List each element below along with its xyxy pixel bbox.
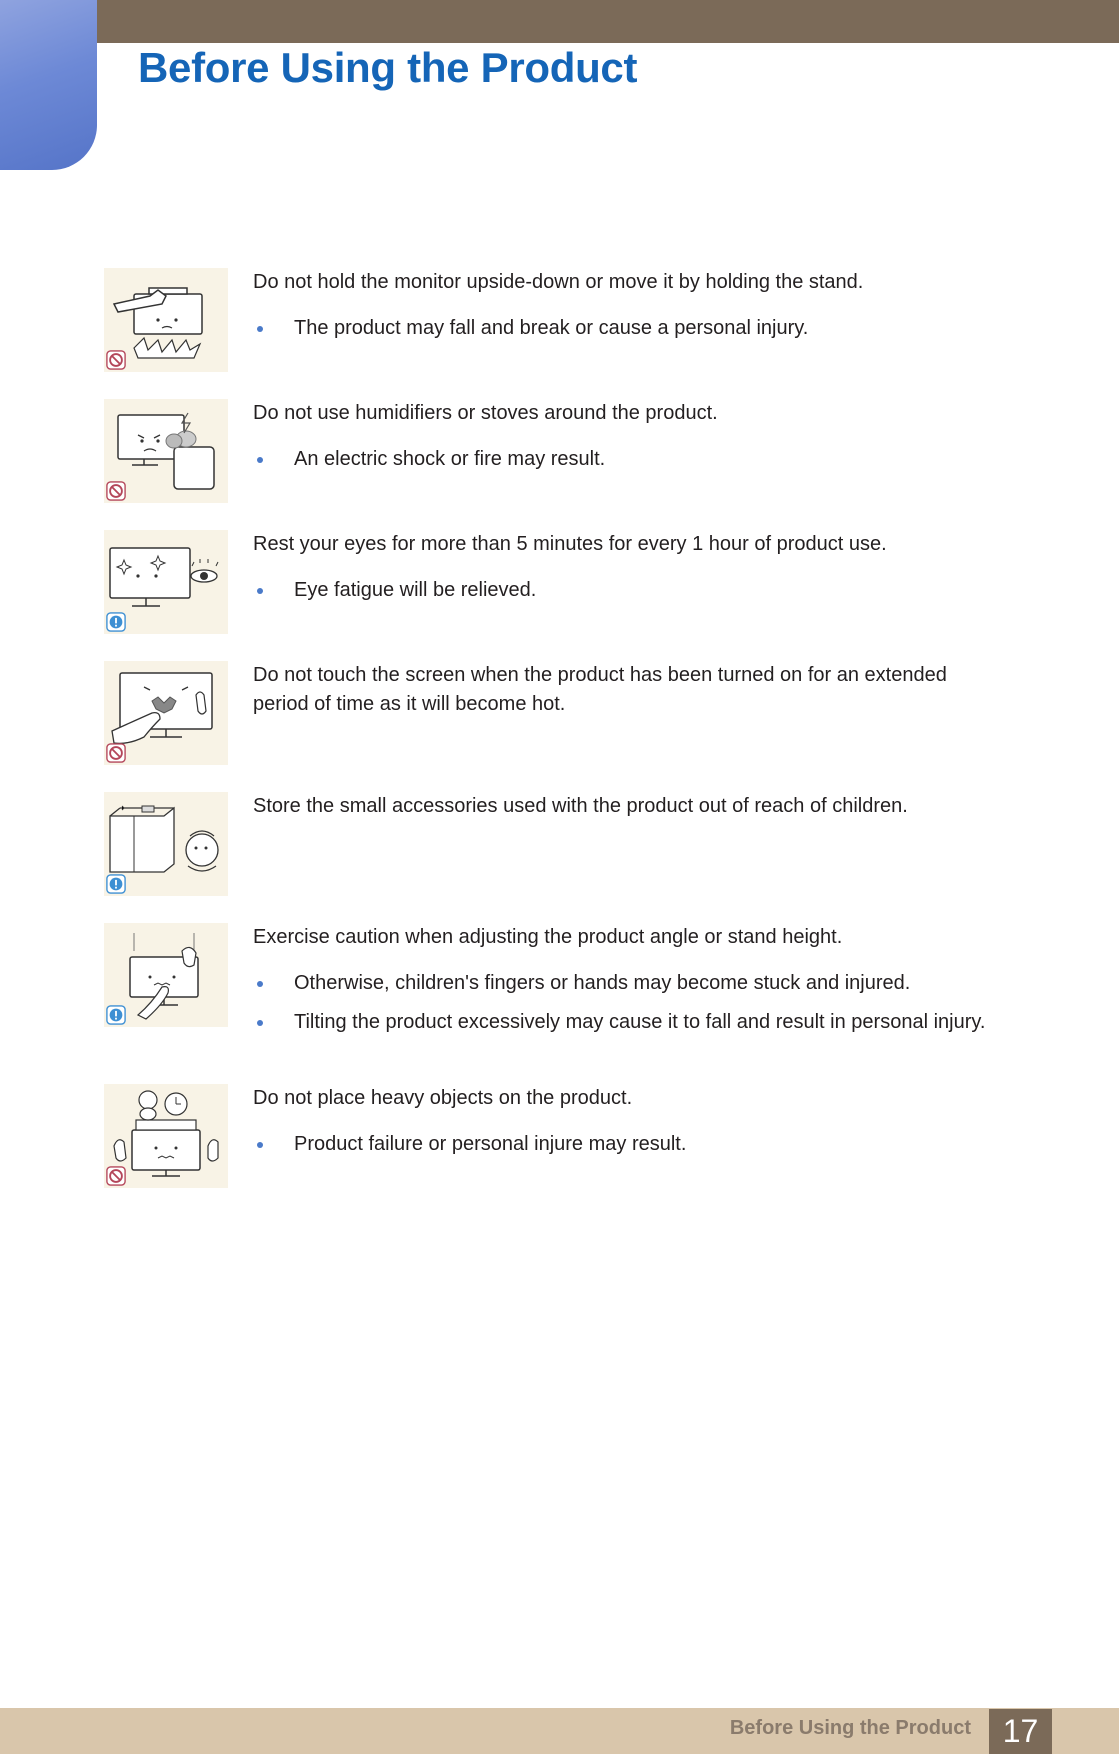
caution-icon — [106, 1005, 126, 1025]
item-headline: Do not place heavy objects on the product. — [253, 1087, 633, 1109]
bullet-list — [253, 575, 993, 606]
item-headline: Rest your eyes for more than 5 minutes for every 1 hour of product use. — [253, 533, 887, 555]
bullet-item: Tilting the product excessively may cause it to fall and result in personal injury. — [253, 1007, 993, 1038]
bullet-item: Otherwise, children's fingers or hands may become stuck and injured. — [253, 968, 993, 999]
bullet-list — [253, 968, 993, 1038]
bullet-list — [253, 313, 993, 344]
prohibited-icon — [106, 743, 126, 763]
bullet-list — [253, 1129, 993, 1160]
bullet-list — [253, 444, 993, 475]
illustration-small-accessories — [104, 792, 228, 896]
illustration-monitor-upside-down — [104, 268, 228, 372]
bullet-dot — [257, 457, 263, 463]
footer-section-title: Before Using the Product — [729, 1717, 971, 1739]
page-title: Before Using the Product — [138, 44, 638, 91]
caution-icon — [106, 874, 126, 894]
illustration-hot-screen — [104, 661, 228, 765]
bullet-item: An electric shock or fire may result. — [253, 444, 993, 475]
page-number: 17 — [989, 1709, 1052, 1754]
bullet-dot — [257, 588, 263, 594]
corner-tab — [0, 0, 97, 170]
prohibited-icon — [106, 481, 126, 501]
item-headline: Store the small accessories used with the product out of reach of children. — [253, 795, 908, 817]
prohibited-icon — [106, 1166, 126, 1186]
prohibited-icon — [106, 350, 126, 370]
bullet-dot — [257, 1020, 263, 1026]
header-bar — [97, 0, 1119, 43]
illustration-humidifier — [104, 399, 228, 503]
item-headline: Do not use humidifiers or stoves around the product. — [253, 402, 718, 424]
item-headline: Exercise caution when adjusting the product angle or stand height. — [253, 926, 843, 948]
bullet-dot — [257, 326, 263, 332]
bullet-dot — [257, 1142, 263, 1148]
bullet-item: Eye fatigue will be relieved. — [253, 575, 993, 606]
bullet-item: The product may fall and break or cause a personal injury. — [253, 313, 993, 344]
bullet-item: Product failure or personal injure may result. — [253, 1129, 993, 1160]
illustration-adjust-angle — [104, 923, 228, 1027]
illustration-heavy-objects — [104, 1084, 228, 1188]
bullet-dot — [257, 981, 263, 987]
caution-icon — [106, 612, 126, 632]
item-headline: Do not touch the screen when the product has been turned on for an extended period of time as it will become hot. — [253, 664, 947, 715]
item-headline: Do not hold the monitor upside-down or move it by holding the stand. — [253, 271, 864, 293]
illustration-rest-eyes — [104, 530, 228, 634]
